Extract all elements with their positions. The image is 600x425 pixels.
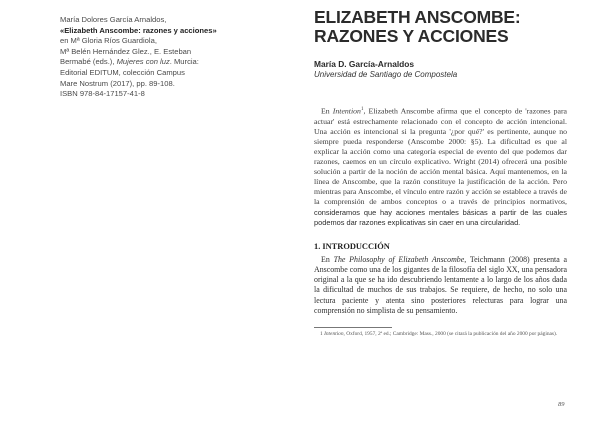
- author-affiliation: Universidad de Santiago de Compostela: [314, 70, 458, 79]
- citation-line: Editorial EDITUM, colección Campus: [60, 67, 185, 77]
- footnote: 1 Intention, Oxford, 1957, 2ª ed.; Cambridge: Mass., 2000 (se citará la publicación del año 2000 por páginas).: [320, 330, 558, 337]
- page-number: 89: [558, 401, 565, 408]
- article-title-line: ELIZABETH ANSCOMBE:: [314, 7, 521, 27]
- citation-line: Mare Nostrum (2017), pp. 89-108.: [60, 78, 175, 88]
- book-title: The Philosophy of Elizabeth Anscombe: [333, 254, 465, 264]
- author-name: María D. García-Arnaldos: [314, 59, 415, 69]
- abstract-highlight: consideramos que hay acciones mentales básicas a partir de las cuales podemos dar razones explicativas sin caer en una circularidad.: [314, 207, 567, 227]
- abstract-reference: Intention: [332, 106, 361, 116]
- footnote-marker: 1: [360, 107, 364, 112]
- citation-line: Bermabé (eds.), Mujeres con luz. Murcia:: [60, 57, 199, 67]
- citation-line: en Mª Gloria Ríos Guardiola,: [60, 36, 157, 46]
- citation-book-title: Mujeres con luz: [116, 57, 170, 67]
- citation-block: [60, 15, 262, 100]
- section-heading: 1. INTRODUCCIÓN: [314, 241, 390, 251]
- citation-article-title: «Elizabeth Anscombe: razones y acciones»: [60, 25, 217, 35]
- article-title: [314, 8, 567, 46]
- citation-line: Mª Belén Hernández Glez., E. Esteban: [60, 46, 192, 56]
- article-column: [314, 8, 567, 343]
- article-title-line: RAZONES Y ACCIONES: [314, 26, 509, 46]
- footnote-number: 1: [320, 330, 323, 337]
- citation-isbn: ISBN 978-84-17157-41-8: [60, 89, 145, 99]
- footnote-divider: [314, 327, 392, 328]
- abstract-paragraph: En Intention$^1$, Elizabeth Anscombe afirma que el concepto de 'razones para actuar' está estrechamente relacionado con el concepto de acción intencional. Una acción es intencional si la pregunta '¿por qué?' es pertinente, aunque no siempre pueda responderse (Anscombe 2000: §5). La dificultad es que al explicar la acción como una categoría especial de evento del que podemos dar razones, caemos en un círculo explicativo. Wright (2014) ofrecerá una posible solución a partir de la noción de acción mental básica. Aquí mantenemos, en la línea de Anscombe, que la razón constituye la justificación de la acción. Pero mientras para Anscombe, el vínculo entre razón y acción se establece a través de la comprensión de ambos conceptos o a través de principios normativos, consideramos que hay acciones mentales básicas a partir de las cuales podemos dar razones explicativas sin caer en una circularidad.: [314, 106, 567, 227]
- section-paragraph: En The Philosophy of Elizabeth Anscombe, Teichmann (2008) presenta a Anscombe como una de los gigantes de la filosofía del siglo XX, una pensadora original a la que se ha ido descubriendo lentamente a lo largo de los años dada la dificultad de muchos de sus trabajos. Se requiere, de hecho, no solo una lectura paciente y atenta sino posteriores relecturas para lograr una comprensión no simplista de su pensamiento.: [314, 254, 567, 315]
- citation-line: María Dolores García Arnaldos,: [60, 15, 167, 24]
